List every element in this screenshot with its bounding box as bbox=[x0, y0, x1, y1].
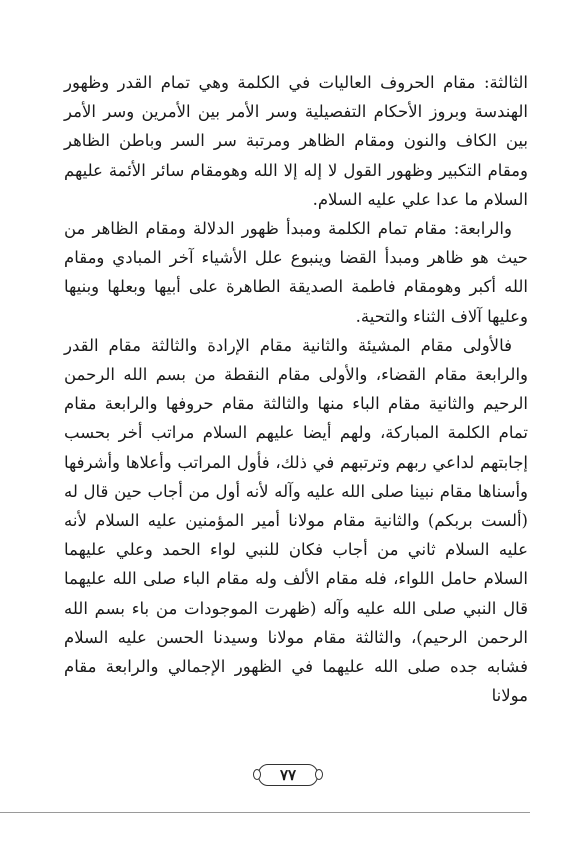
paragraph-stations-summary: فالأولى مقام المشيئة والثانية مقام الإرادة والثالثة مقام القدر والرابعة مقام القضاء، والأولى مقام النقطة من بسم الله الرحمن الرحيم والثانية مقام الباء منها والثالثة مقام حروفها والرابعة مقام تمام الكلمة المباركة، ولهم أيضا عليهم السلام مراتب أخر بحسب إجابتهم لداعي ربهم وترتبهم في ذلك، فأول المراتب وأعلاها وأشرفها وأسناها مقام نبينا صلى الله عليه وآله لأنه أول من أجاب حين قال له (ألست بربكم) والثانية مقام مولانا أمير المؤمنين عليه السلام لأنه عليه السلام ثاني من أجاب فكان للنبي لواء الحمد وعلي عليهما السلام حامل اللواء، فله مقام الألف وله مقام الباء صلى الله عليهما قال النبي صلى الله عليه وآله (ظهرت الموجودات من باء بسم الله الرحمن الرحيم)، والثالثة مقام مولانا وسيدنا الحسن عليه السلام فشابه جده صلى الله عليهما في الظهور الإجمالي والرابعة مقام مولانا bbox=[64, 335, 528, 706]
page-number-frame bbox=[258, 764, 318, 786]
paragraph-third-station: الثالثة: مقام الحروف العاليات في الكلمة وهي تمام القدر وظهور الهندسة وبروز الأحكام التفصيلية وسر الأمر بين الأمرين وسر الأمر بين الكاف والنون ومقام الظاهر ومرتبة سر السر وباطن الظاهر ومقام التكبير وظهور القول لا إله إلا الله وهومقام سائر الأئمة عليهم السلام ما عدا علي عليه السلام. bbox=[64, 73, 528, 209]
page-body-text bbox=[64, 68, 528, 710]
bottom-divider bbox=[0, 812, 530, 813]
paragraph-fourth-station: والرابعة: مقام تمام الكلمة ومبدأ ظهور الدلالة ومقام الظاهر من حيث هو ظاهر ومبدأ القضا وينبوع علل الأشياء آخر المبادي ومقام الله أكبر وهومقام فاطمة الصديقة الطاهرة على أبيها وبعلها وبنيها وعليها آلاف الثناء والتحية. bbox=[64, 219, 528, 326]
page-number: ٧٧ bbox=[279, 765, 297, 784]
